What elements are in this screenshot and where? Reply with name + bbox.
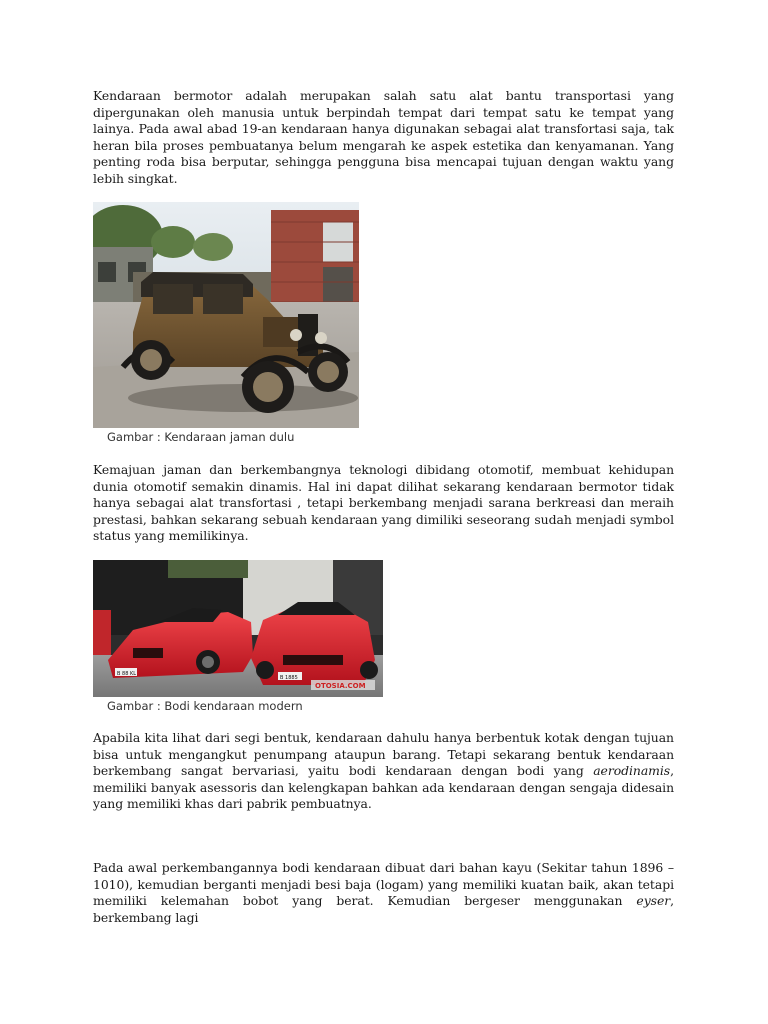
paragraph-shape bbox=[93, 730, 674, 813]
vintage-car-illustration bbox=[93, 202, 359, 428]
paragraph-shape-before: Apabila kita lihat dari segi bentuk, kendaraan dahulu hanya berbentuk kotak dengan tujuan bisa untuk mengangkut penumpang ataupun barang. Tetapi sekarang bentuk kendaraan berkembang sangat bervariasi, yaitu bodi kendaraan dengan bodi yang bbox=[93, 730, 674, 779]
paragraph-materials bbox=[93, 860, 674, 926]
figure-caption-vintage: Gambar : Kendaraan jaman dulu bbox=[107, 430, 295, 444]
vintage-car-photo bbox=[93, 202, 359, 428]
modern-cars-illustration bbox=[93, 560, 383, 697]
paragraph-materials-after: , berkembang lagi bbox=[93, 893, 674, 925]
figure-caption-modern: Gambar : Bodi kendaraan modern bbox=[107, 699, 303, 713]
modern-cars-photo bbox=[93, 560, 383, 697]
plate-left: B 88 KL bbox=[117, 671, 137, 677]
paragraph-progress: Kemajuan jaman dan berkembangnya teknologi dibidang otomotif, membuat kehidupan dunia otomotif semakin dinamis. Hal ini dapat dilihat sekarang kendaraan bermotor tidak hanya sebagai alat transfortasi , tetapi berkembang menjadi sarana berkreasi dan meraih prestasi, bahkan sekarang sebuah kendaraan yang dimiliki seseorang sudah menjadi symbol status yang memilikinya. bbox=[93, 462, 674, 544]
paragraph-intro: Kendaraan bermotor adalah merupakan salah satu alat bantu transportasi yang dipergunakan oleh manusia untuk berpindah tempat dari tempat satu ke tempat yang lainya. Pada awal abad 19-an kendaraan hanya digunakan sebagai alat transfortasi saja, tak heran bila proses pembuatanya belum mengarah ke aspek estetika dan kenyamanan. Yang penting roda bisa berputar, sehingga pengguna bisa mencapai tujuan dengan waktu yang lebih singkat. bbox=[93, 88, 674, 186]
paragraph-shape-emphasis: aerodinamis bbox=[593, 763, 671, 779]
paragraph-shape-after: , memiliki banyak asessoris dan kelengkapan bahkan ada kendaraan dengan sengaja didesain yang memiliki khas dari pabrik pembuatnya. bbox=[93, 763, 674, 812]
watermark-text: OTOSIA.COM bbox=[315, 682, 366, 690]
paragraph-materials-before: Pada awal perkembangannya bodi kendaraan dibuat dari bahan kayu (Sekitar tahun 1896 – 1010), kemudian berganti menjadi besi baja (logam) yang memiliki kuatan baik, akan tetapi memiliki kelemahan bobot yang berat. Kemudian bergeser menggunakan bbox=[93, 860, 674, 909]
plate-right: B 1885 bbox=[280, 675, 298, 681]
paragraph-materials-emphasis: eyser bbox=[636, 893, 671, 909]
